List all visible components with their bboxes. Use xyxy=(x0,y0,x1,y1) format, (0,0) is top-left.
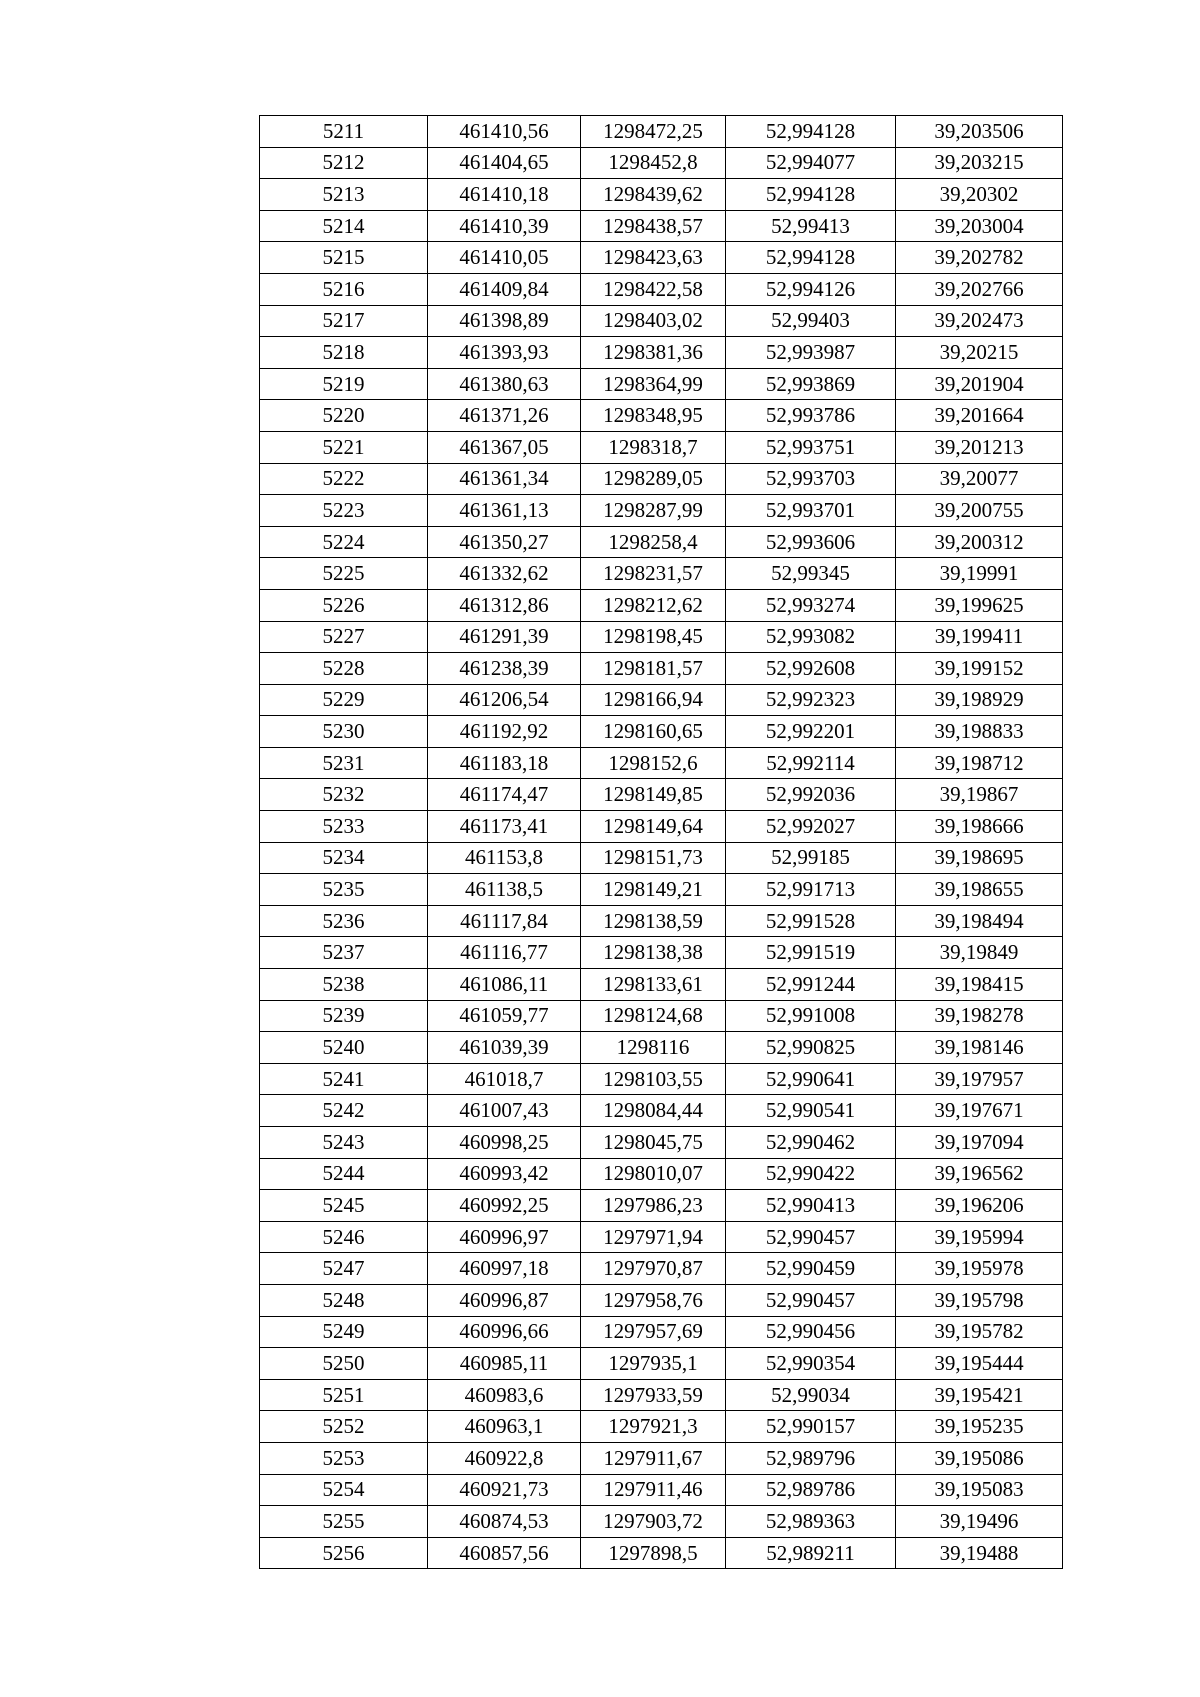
longitude-cell: 39,20215 xyxy=(896,337,1063,369)
longitude-cell: 39,196206 xyxy=(896,1190,1063,1222)
table-row xyxy=(260,621,1063,653)
coord-x-cell: 461059,77 xyxy=(428,1000,581,1032)
coord-x-cell: 461007,43 xyxy=(428,1095,581,1127)
point-number-cell: 5215 xyxy=(260,242,428,274)
coord-x-cell: 461086,11 xyxy=(428,969,581,1001)
latitude-cell: 52,992608 xyxy=(726,653,896,685)
coord-x-cell: 460996,87 xyxy=(428,1284,581,1316)
coord-y-cell: 1297921,3 xyxy=(581,1411,726,1443)
latitude-cell: 52,990825 xyxy=(726,1032,896,1064)
table-row xyxy=(260,273,1063,305)
coord-y-cell: 1297958,76 xyxy=(581,1284,726,1316)
coord-y-cell: 1298287,99 xyxy=(581,495,726,527)
longitude-cell: 39,195086 xyxy=(896,1442,1063,1474)
table-row xyxy=(260,305,1063,337)
coord-y-cell: 1298438,57 xyxy=(581,210,726,242)
latitude-cell: 52,994126 xyxy=(726,273,896,305)
longitude-cell: 39,198666 xyxy=(896,811,1063,843)
table-row xyxy=(260,779,1063,811)
longitude-cell: 39,198695 xyxy=(896,842,1063,874)
point-number-cell: 5241 xyxy=(260,1063,428,1095)
point-number-cell: 5221 xyxy=(260,431,428,463)
point-number-cell: 5245 xyxy=(260,1190,428,1222)
coord-y-cell: 1297933,59 xyxy=(581,1379,726,1411)
coord-x-cell: 461192,92 xyxy=(428,716,581,748)
latitude-cell: 52,99413 xyxy=(726,210,896,242)
coord-x-cell: 461361,13 xyxy=(428,495,581,527)
point-number-cell: 5230 xyxy=(260,716,428,748)
point-number-cell: 5256 xyxy=(260,1537,428,1569)
latitude-cell: 52,992201 xyxy=(726,716,896,748)
point-number-cell: 5238 xyxy=(260,969,428,1001)
table-row xyxy=(260,937,1063,969)
latitude-cell: 52,994128 xyxy=(726,242,896,274)
coord-x-cell: 461350,27 xyxy=(428,526,581,558)
coord-x-cell: 461183,18 xyxy=(428,747,581,779)
table-row xyxy=(260,874,1063,906)
longitude-cell: 39,202782 xyxy=(896,242,1063,274)
latitude-cell: 52,993274 xyxy=(726,589,896,621)
latitude-cell: 52,993869 xyxy=(726,368,896,400)
point-number-cell: 5214 xyxy=(260,210,428,242)
table-row xyxy=(260,969,1063,1001)
coord-x-cell: 461410,18 xyxy=(428,179,581,211)
coord-y-cell: 1298364,99 xyxy=(581,368,726,400)
coord-x-cell: 461410,56 xyxy=(428,116,581,148)
point-number-cell: 5240 xyxy=(260,1032,428,1064)
coord-x-cell: 461039,39 xyxy=(428,1032,581,1064)
coord-x-cell: 461018,7 xyxy=(428,1063,581,1095)
coord-x-cell: 461371,26 xyxy=(428,400,581,432)
coord-y-cell: 1298381,36 xyxy=(581,337,726,369)
coord-x-cell: 460997,18 xyxy=(428,1253,581,1285)
coord-x-cell: 461291,39 xyxy=(428,621,581,653)
coord-y-cell: 1298212,62 xyxy=(581,589,726,621)
coord-x-cell: 461117,84 xyxy=(428,905,581,937)
coord-y-cell: 1298348,95 xyxy=(581,400,726,432)
coord-x-cell: 461367,05 xyxy=(428,431,581,463)
longitude-cell: 39,19991 xyxy=(896,558,1063,590)
latitude-cell: 52,994128 xyxy=(726,179,896,211)
longitude-cell: 39,195444 xyxy=(896,1348,1063,1380)
latitude-cell: 52,990456 xyxy=(726,1316,896,1348)
coord-y-cell: 1297898,5 xyxy=(581,1537,726,1569)
point-number-cell: 5220 xyxy=(260,400,428,432)
coord-y-cell: 1298138,59 xyxy=(581,905,726,937)
table-row xyxy=(260,1348,1063,1380)
longitude-cell: 39,200312 xyxy=(896,526,1063,558)
latitude-cell: 52,99185 xyxy=(726,842,896,874)
point-number-cell: 5216 xyxy=(260,273,428,305)
longitude-cell: 39,19496 xyxy=(896,1506,1063,1538)
coord-y-cell: 1298149,85 xyxy=(581,779,726,811)
coord-y-cell: 1297957,69 xyxy=(581,1316,726,1348)
latitude-cell: 52,990157 xyxy=(726,1411,896,1443)
coord-x-cell: 461404,65 xyxy=(428,147,581,179)
coord-x-cell: 460922,8 xyxy=(428,1442,581,1474)
coord-y-cell: 1297935,1 xyxy=(581,1348,726,1380)
coord-x-cell: 461116,77 xyxy=(428,937,581,969)
point-number-cell: 5218 xyxy=(260,337,428,369)
point-number-cell: 5223 xyxy=(260,495,428,527)
latitude-cell: 52,993751 xyxy=(726,431,896,463)
longitude-cell: 39,20077 xyxy=(896,463,1063,495)
longitude-cell: 39,195978 xyxy=(896,1253,1063,1285)
table-row xyxy=(260,1537,1063,1569)
table-row xyxy=(260,589,1063,621)
longitude-cell: 39,203004 xyxy=(896,210,1063,242)
coord-y-cell: 1298152,6 xyxy=(581,747,726,779)
table-row xyxy=(260,1474,1063,1506)
latitude-cell: 52,989796 xyxy=(726,1442,896,1474)
table-row xyxy=(260,1158,1063,1190)
coord-y-cell: 1298160,65 xyxy=(581,716,726,748)
coord-y-cell: 1297911,67 xyxy=(581,1442,726,1474)
table-row xyxy=(260,1190,1063,1222)
table-row xyxy=(260,1221,1063,1253)
longitude-cell: 39,198833 xyxy=(896,716,1063,748)
latitude-cell: 52,991713 xyxy=(726,874,896,906)
table-row xyxy=(260,747,1063,779)
longitude-cell: 39,195782 xyxy=(896,1316,1063,1348)
point-number-cell: 5253 xyxy=(260,1442,428,1474)
longitude-cell: 39,19849 xyxy=(896,937,1063,969)
longitude-cell: 39,195798 xyxy=(896,1284,1063,1316)
point-number-cell: 5222 xyxy=(260,463,428,495)
longitude-cell: 39,199625 xyxy=(896,589,1063,621)
longitude-cell: 39,201904 xyxy=(896,368,1063,400)
point-number-cell: 5213 xyxy=(260,179,428,211)
table-row xyxy=(260,1063,1063,1095)
longitude-cell: 39,203506 xyxy=(896,116,1063,148)
latitude-cell: 52,989211 xyxy=(726,1537,896,1569)
table-row xyxy=(260,1032,1063,1064)
coord-x-cell: 461380,63 xyxy=(428,368,581,400)
point-number-cell: 5229 xyxy=(260,684,428,716)
coord-y-cell: 1298423,63 xyxy=(581,242,726,274)
longitude-cell: 39,20302 xyxy=(896,179,1063,211)
coord-x-cell: 461238,39 xyxy=(428,653,581,685)
longitude-cell: 39,197957 xyxy=(896,1063,1063,1095)
point-number-cell: 5235 xyxy=(260,874,428,906)
coord-x-cell: 460993,42 xyxy=(428,1158,581,1190)
longitude-cell: 39,197094 xyxy=(896,1127,1063,1159)
latitude-cell: 52,993701 xyxy=(726,495,896,527)
coord-y-cell: 1298452,8 xyxy=(581,147,726,179)
latitude-cell: 52,989363 xyxy=(726,1506,896,1538)
latitude-cell: 52,993786 xyxy=(726,400,896,432)
coord-x-cell: 460992,25 xyxy=(428,1190,581,1222)
table-row xyxy=(260,337,1063,369)
coord-y-cell: 1298149,21 xyxy=(581,874,726,906)
coord-x-cell: 460983,6 xyxy=(428,1379,581,1411)
table-row xyxy=(260,1316,1063,1348)
latitude-cell: 52,99034 xyxy=(726,1379,896,1411)
coord-y-cell: 1297970,87 xyxy=(581,1253,726,1285)
point-number-cell: 5250 xyxy=(260,1348,428,1380)
coord-y-cell: 1298138,38 xyxy=(581,937,726,969)
coord-y-cell: 1298103,55 xyxy=(581,1063,726,1095)
table-row xyxy=(260,526,1063,558)
latitude-cell: 52,991528 xyxy=(726,905,896,937)
coord-y-cell: 1298166,94 xyxy=(581,684,726,716)
coord-y-cell: 1297971,94 xyxy=(581,1221,726,1253)
coord-y-cell: 1297986,23 xyxy=(581,1190,726,1222)
coord-y-cell: 1298422,58 xyxy=(581,273,726,305)
coord-x-cell: 461361,34 xyxy=(428,463,581,495)
longitude-cell: 39,199411 xyxy=(896,621,1063,653)
coord-x-cell: 461174,47 xyxy=(428,779,581,811)
coord-x-cell: 461153,8 xyxy=(428,842,581,874)
coord-y-cell: 1298151,73 xyxy=(581,842,726,874)
latitude-cell: 52,99345 xyxy=(726,558,896,590)
longitude-cell: 39,198929 xyxy=(896,684,1063,716)
coord-x-cell: 461332,62 xyxy=(428,558,581,590)
longitude-cell: 39,200755 xyxy=(896,495,1063,527)
point-number-cell: 5234 xyxy=(260,842,428,874)
point-number-cell: 5211 xyxy=(260,116,428,148)
table-row xyxy=(260,905,1063,937)
latitude-cell: 52,992027 xyxy=(726,811,896,843)
point-number-cell: 5246 xyxy=(260,1221,428,1253)
coord-x-cell: 460996,66 xyxy=(428,1316,581,1348)
latitude-cell: 52,993606 xyxy=(726,526,896,558)
longitude-cell: 39,198415 xyxy=(896,969,1063,1001)
table-row xyxy=(260,1127,1063,1159)
table-row xyxy=(260,210,1063,242)
coord-y-cell: 1298149,64 xyxy=(581,811,726,843)
point-number-cell: 5212 xyxy=(260,147,428,179)
table-row xyxy=(260,558,1063,590)
longitude-cell: 39,195235 xyxy=(896,1411,1063,1443)
coord-x-cell: 461206,54 xyxy=(428,684,581,716)
coord-y-cell: 1298181,57 xyxy=(581,653,726,685)
point-number-cell: 5226 xyxy=(260,589,428,621)
longitude-cell: 39,201213 xyxy=(896,431,1063,463)
longitude-cell: 39,202473 xyxy=(896,305,1063,337)
coordinates-table-body xyxy=(260,116,1063,1569)
longitude-cell: 39,198494 xyxy=(896,905,1063,937)
point-number-cell: 5255 xyxy=(260,1506,428,1538)
point-number-cell: 5254 xyxy=(260,1474,428,1506)
point-number-cell: 5251 xyxy=(260,1379,428,1411)
coord-x-cell: 461410,39 xyxy=(428,210,581,242)
coord-y-cell: 1298258,4 xyxy=(581,526,726,558)
table-row xyxy=(260,242,1063,274)
coord-y-cell: 1298439,62 xyxy=(581,179,726,211)
coord-x-cell: 461409,84 xyxy=(428,273,581,305)
coord-x-cell: 461410,05 xyxy=(428,242,581,274)
coord-y-cell: 1298403,02 xyxy=(581,305,726,337)
longitude-cell: 39,195083 xyxy=(896,1474,1063,1506)
latitude-cell: 52,992114 xyxy=(726,747,896,779)
coord-x-cell: 460963,1 xyxy=(428,1411,581,1443)
coord-y-cell: 1297911,46 xyxy=(581,1474,726,1506)
longitude-cell: 39,19867 xyxy=(896,779,1063,811)
coord-x-cell: 460921,73 xyxy=(428,1474,581,1506)
coord-x-cell: 460985,11 xyxy=(428,1348,581,1380)
point-number-cell: 5247 xyxy=(260,1253,428,1285)
latitude-cell: 52,990641 xyxy=(726,1063,896,1095)
point-number-cell: 5233 xyxy=(260,811,428,843)
table-row xyxy=(260,716,1063,748)
latitude-cell: 52,990462 xyxy=(726,1127,896,1159)
longitude-cell: 39,195994 xyxy=(896,1221,1063,1253)
point-number-cell: 5236 xyxy=(260,905,428,937)
longitude-cell: 39,197671 xyxy=(896,1095,1063,1127)
coord-x-cell: 461393,93 xyxy=(428,337,581,369)
point-number-cell: 5244 xyxy=(260,1158,428,1190)
coord-y-cell: 1298198,45 xyxy=(581,621,726,653)
latitude-cell: 52,990422 xyxy=(726,1158,896,1190)
coord-x-cell: 460857,56 xyxy=(428,1537,581,1569)
table-row xyxy=(260,1095,1063,1127)
latitude-cell: 52,990354 xyxy=(726,1348,896,1380)
latitude-cell: 52,993703 xyxy=(726,463,896,495)
coord-y-cell: 1298231,57 xyxy=(581,558,726,590)
coord-x-cell: 461138,5 xyxy=(428,874,581,906)
table-row xyxy=(260,653,1063,685)
coord-y-cell: 1297903,72 xyxy=(581,1506,726,1538)
coord-y-cell: 1298318,7 xyxy=(581,431,726,463)
point-number-cell: 5243 xyxy=(260,1127,428,1159)
latitude-cell: 52,989786 xyxy=(726,1474,896,1506)
table-row xyxy=(260,811,1063,843)
table-row xyxy=(260,147,1063,179)
longitude-cell: 39,198655 xyxy=(896,874,1063,906)
coord-x-cell: 460998,25 xyxy=(428,1127,581,1159)
table-row xyxy=(260,1253,1063,1285)
longitude-cell: 39,196562 xyxy=(896,1158,1063,1190)
coord-x-cell: 461173,41 xyxy=(428,811,581,843)
coord-x-cell: 460874,53 xyxy=(428,1506,581,1538)
point-number-cell: 5237 xyxy=(260,937,428,969)
coord-x-cell: 460996,97 xyxy=(428,1221,581,1253)
table-row xyxy=(260,431,1063,463)
point-number-cell: 5239 xyxy=(260,1000,428,1032)
latitude-cell: 52,990457 xyxy=(726,1221,896,1253)
latitude-cell: 52,992323 xyxy=(726,684,896,716)
longitude-cell: 39,198278 xyxy=(896,1000,1063,1032)
point-number-cell: 5248 xyxy=(260,1284,428,1316)
table-row xyxy=(260,1411,1063,1443)
point-number-cell: 5227 xyxy=(260,621,428,653)
latitude-cell: 52,99403 xyxy=(726,305,896,337)
coord-x-cell: 461398,89 xyxy=(428,305,581,337)
table-row xyxy=(260,1000,1063,1032)
coord-y-cell: 1298133,61 xyxy=(581,969,726,1001)
point-number-cell: 5224 xyxy=(260,526,428,558)
table-row xyxy=(260,1506,1063,1538)
point-number-cell: 5225 xyxy=(260,558,428,590)
latitude-cell: 52,990413 xyxy=(726,1190,896,1222)
latitude-cell: 52,990457 xyxy=(726,1284,896,1316)
longitude-cell: 39,203215 xyxy=(896,147,1063,179)
latitude-cell: 52,991008 xyxy=(726,1000,896,1032)
table-row xyxy=(260,400,1063,432)
longitude-cell: 39,195421 xyxy=(896,1379,1063,1411)
point-number-cell: 5231 xyxy=(260,747,428,779)
point-number-cell: 5252 xyxy=(260,1411,428,1443)
table-row xyxy=(260,463,1063,495)
latitude-cell: 52,990541 xyxy=(726,1095,896,1127)
latitude-cell: 52,994128 xyxy=(726,116,896,148)
latitude-cell: 52,991244 xyxy=(726,969,896,1001)
table-row xyxy=(260,116,1063,148)
coord-y-cell: 1298084,44 xyxy=(581,1095,726,1127)
latitude-cell: 52,994077 xyxy=(726,147,896,179)
table-row xyxy=(260,368,1063,400)
coord-y-cell: 1298116 xyxy=(581,1032,726,1064)
table-row xyxy=(260,842,1063,874)
coord-y-cell: 1298124,68 xyxy=(581,1000,726,1032)
point-number-cell: 5242 xyxy=(260,1095,428,1127)
coord-y-cell: 1298472,25 xyxy=(581,116,726,148)
longitude-cell: 39,198712 xyxy=(896,747,1063,779)
point-number-cell: 5228 xyxy=(260,653,428,685)
table-row xyxy=(260,1379,1063,1411)
point-number-cell: 5249 xyxy=(260,1316,428,1348)
coord-y-cell: 1298045,75 xyxy=(581,1127,726,1159)
latitude-cell: 52,991519 xyxy=(726,937,896,969)
coord-x-cell: 461312,86 xyxy=(428,589,581,621)
point-number-cell: 5217 xyxy=(260,305,428,337)
point-number-cell: 5232 xyxy=(260,779,428,811)
coord-y-cell: 1298289,05 xyxy=(581,463,726,495)
longitude-cell: 39,198146 xyxy=(896,1032,1063,1064)
longitude-cell: 39,19488 xyxy=(896,1537,1063,1569)
longitude-cell: 39,201664 xyxy=(896,400,1063,432)
table-row xyxy=(260,684,1063,716)
latitude-cell: 52,992036 xyxy=(726,779,896,811)
coordinates-table xyxy=(259,115,1063,1569)
latitude-cell: 52,993082 xyxy=(726,621,896,653)
point-number-cell: 5219 xyxy=(260,368,428,400)
table-row xyxy=(260,179,1063,211)
coord-y-cell: 1298010,07 xyxy=(581,1158,726,1190)
table-row xyxy=(260,1442,1063,1474)
table-row xyxy=(260,495,1063,527)
latitude-cell: 52,990459 xyxy=(726,1253,896,1285)
table-row xyxy=(260,1284,1063,1316)
longitude-cell: 39,202766 xyxy=(896,273,1063,305)
latitude-cell: 52,993987 xyxy=(726,337,896,369)
longitude-cell: 39,199152 xyxy=(896,653,1063,685)
